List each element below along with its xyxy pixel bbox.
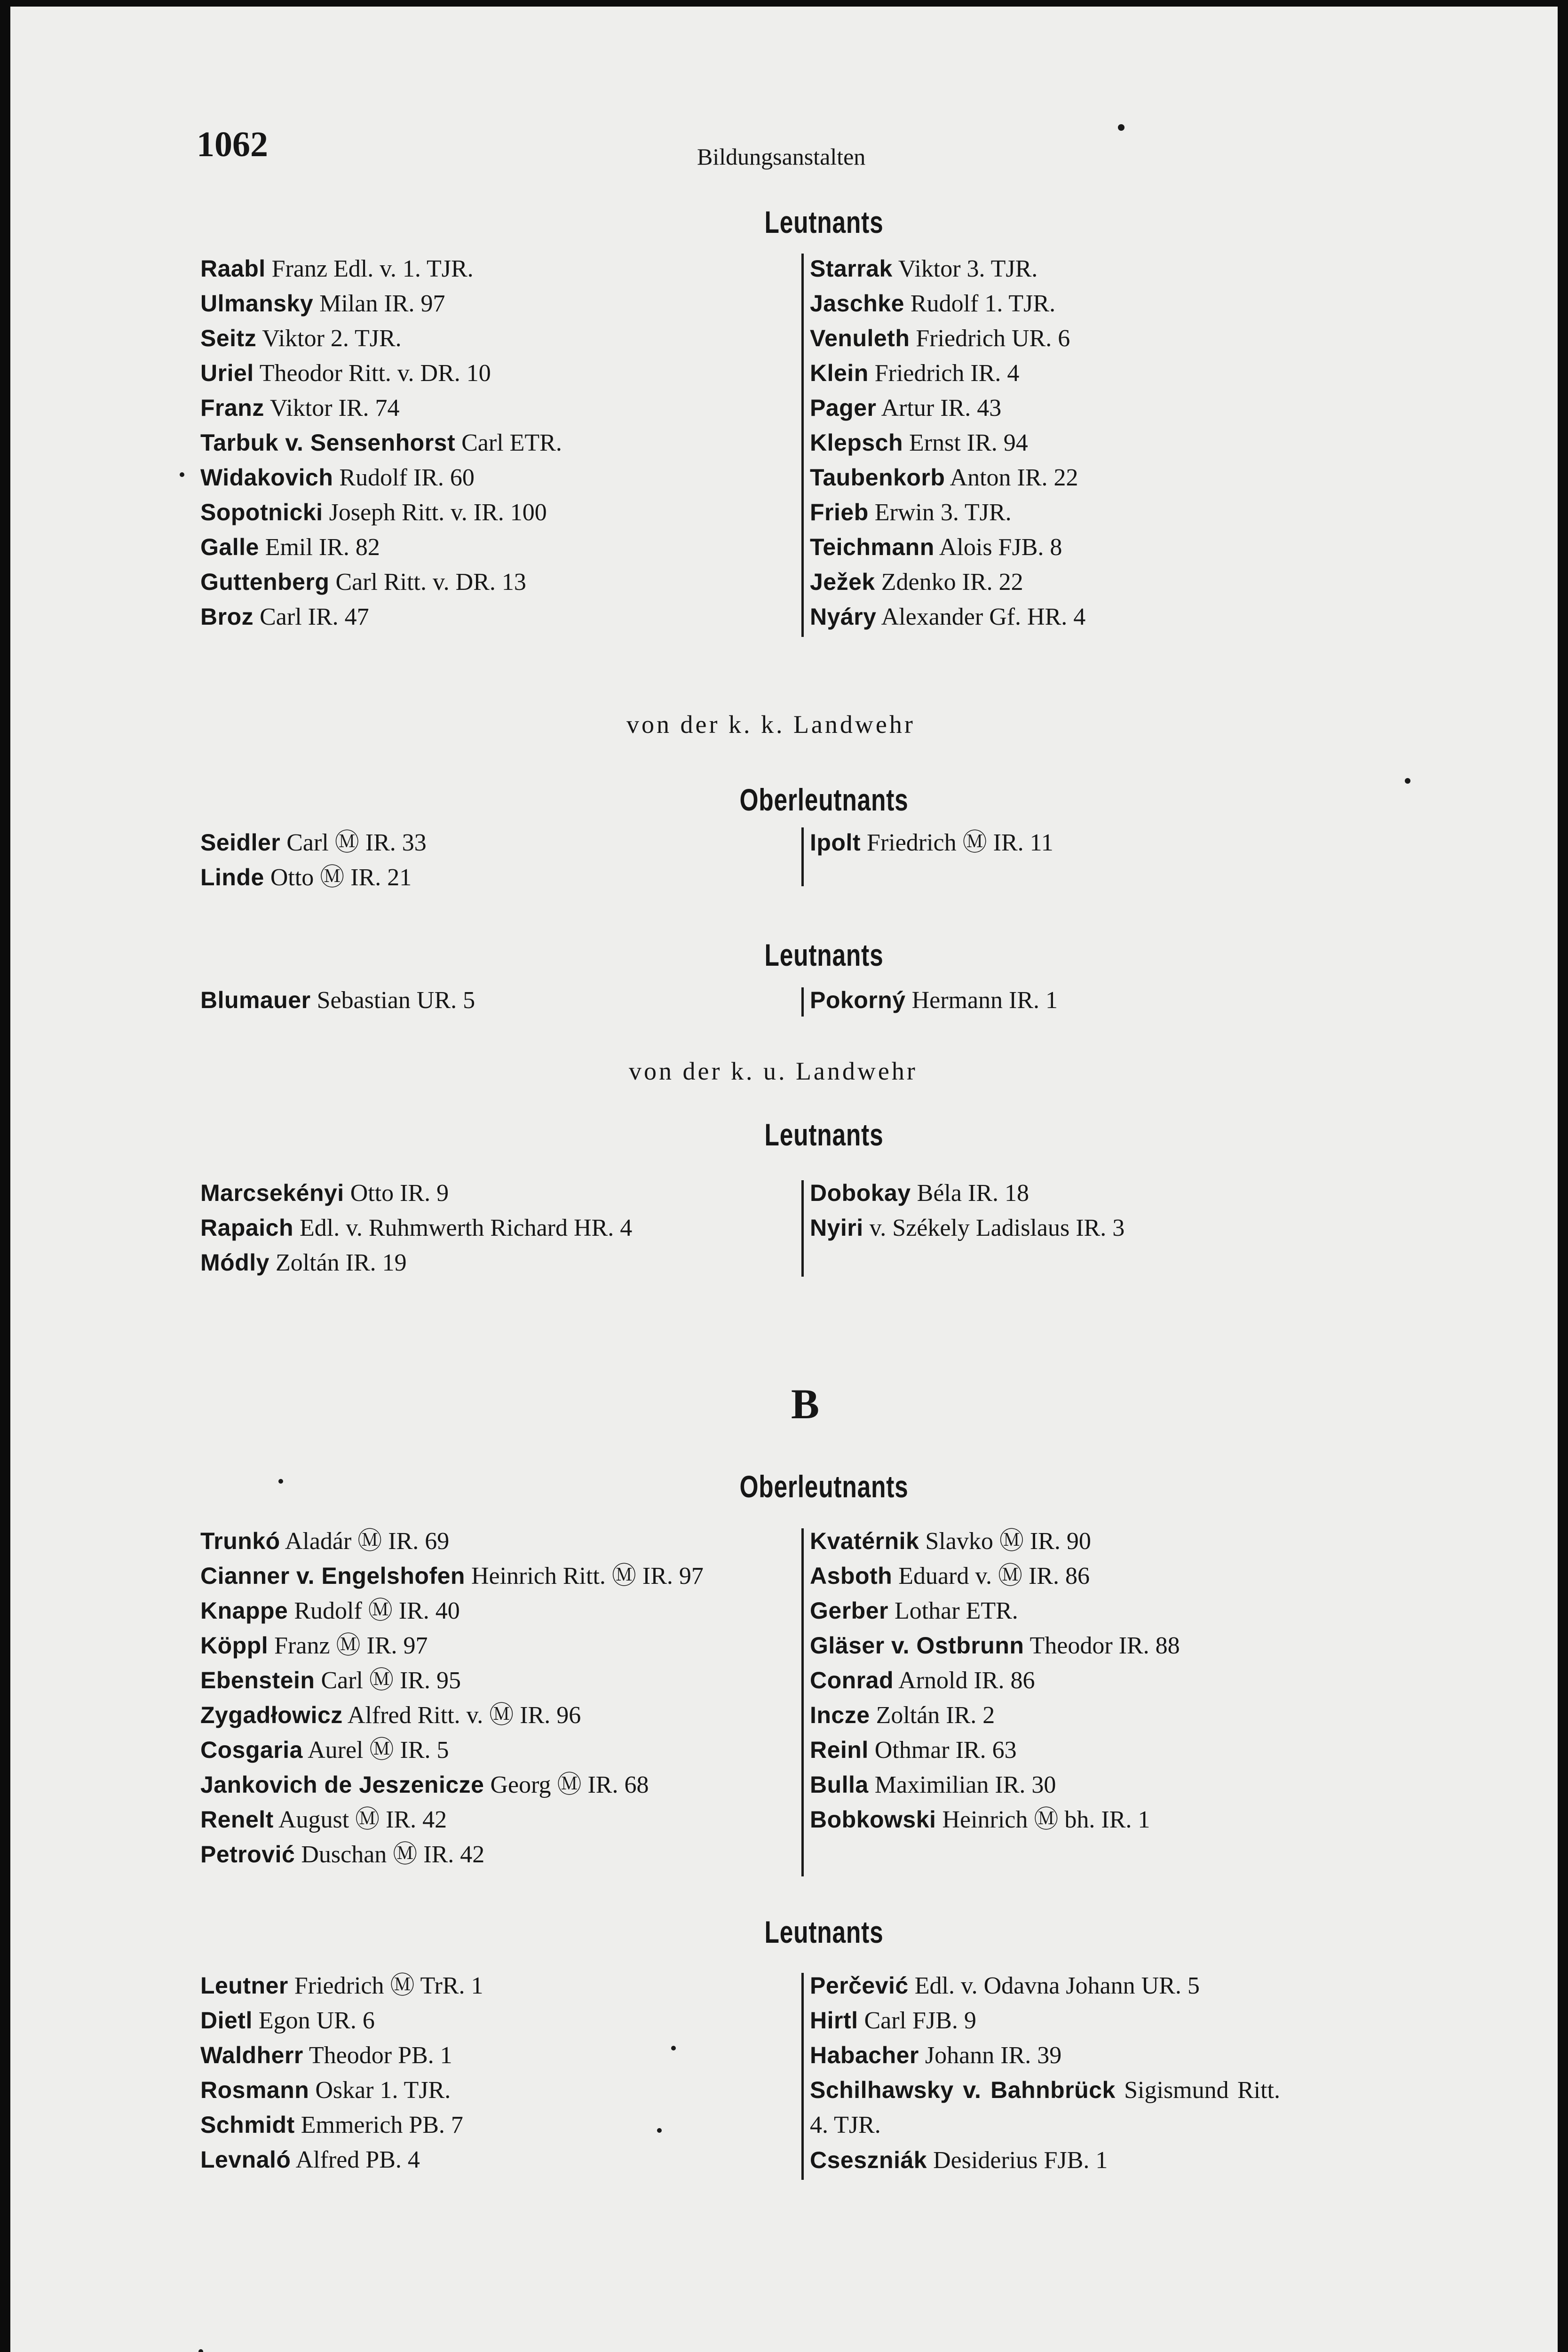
ink-speck — [198, 2349, 203, 2352]
document-page — [10, 7, 1558, 2352]
list-item: Cseszniák Desiderius FJB. 1 — [810, 2147, 1108, 2174]
list-item: Ježek Zdenko IR. 22 — [810, 569, 1023, 596]
list-item: Nyáry Alexander Gf. HR. 4 — [810, 604, 1086, 630]
section-heading: Leutnants — [764, 938, 884, 972]
list-item: Taubenkorb Anton IR. 22 — [810, 464, 1078, 491]
list-item: Jankovich de Jeszenicze Georg Ⓜ IR. 68 — [200, 1772, 649, 1798]
ink-speck — [278, 1479, 283, 1484]
list-item: Módly Zoltán IR. 19 — [200, 1249, 407, 1276]
ink-speck — [180, 472, 184, 477]
list-item: Zygadłowicz Alfred Ritt. v. Ⓜ IR. 96 — [200, 1702, 581, 1729]
ink-dot — [1118, 124, 1125, 131]
list-item: Bulla Maximilian IR. 30 — [810, 1772, 1056, 1798]
list-item: Marcsekényi Otto IR. 9 — [200, 1180, 449, 1207]
ink-speck — [1405, 778, 1410, 784]
list-item: Cianner v. Engelshofen Heinrich Ritt. Ⓜ IR. 97 — [200, 1563, 704, 1589]
list-item: Venuleth Friedrich UR. 6 — [810, 325, 1070, 352]
list-item: Leutner Friedrich Ⓜ TrR. 1 — [200, 1972, 483, 1999]
section-heading: Leutnants — [764, 205, 884, 239]
section-divider: von der k. u. Landwehr — [629, 1057, 918, 1085]
list-item: Cosgaria Aurel Ⓜ IR. 5 — [200, 1737, 449, 1764]
list-item: Bobkowski Heinrich Ⓜ bh. IR. 1 — [810, 1806, 1150, 1833]
list-item: Reinl Othmar IR. 63 — [810, 1737, 1017, 1764]
right-column — [810, 825, 1053, 860]
list-item: Seitz Viktor 2. TJR. — [200, 325, 402, 352]
list-item: Franz Viktor IR. 74 — [200, 395, 400, 421]
list-item: Waldherr Theodor PB. 1 — [200, 2042, 452, 2069]
list-item: Klein Friedrich IR. 4 — [810, 360, 1020, 387]
list-item: Galle Emil IR. 82 — [200, 534, 380, 561]
left-column — [200, 825, 427, 895]
right-column — [810, 1524, 1180, 1837]
list-item: Jaschke Rudolf 1. TJR. — [810, 290, 1056, 317]
list-item: Widakovich Rudolf IR. 60 — [200, 464, 475, 491]
list-item: Rosmann Oskar 1. TJR. — [200, 2077, 451, 2104]
list-item: Linde Otto Ⓜ IR. 21 — [200, 864, 412, 891]
list-item: Teichmann Alois FJB. 8 — [810, 534, 1062, 561]
column-rule — [801, 1973, 804, 2180]
list-item: Pokorný Hermann IR. 1 — [810, 987, 1058, 1014]
page-number: 1062 — [197, 125, 268, 164]
list-item: Conrad Arnold IR. 86 — [810, 1667, 1035, 1694]
left-column — [200, 1176, 632, 1280]
left-column — [200, 983, 475, 1017]
list-item: Trunkó Aladár Ⓜ IR. 69 — [200, 1528, 450, 1555]
running-title: Bildungsanstalten — [697, 143, 866, 170]
letter-heading: B — [791, 1381, 820, 1428]
list-item: Guttenberg Carl Ritt. v. DR. 13 — [200, 569, 526, 596]
list-item: Raabl Franz Edl. v. 1. TJR. — [200, 255, 474, 282]
list-item: Blumauer Sebastian UR. 5 — [200, 987, 475, 1014]
ink-speck — [671, 2046, 676, 2050]
right-column — [810, 251, 1085, 634]
right-column — [810, 983, 1058, 1017]
list-item: Knappe Rudolf Ⓜ IR. 40 — [200, 1597, 460, 1624]
list-item: Uriel Theodor Ritt. v. DR. 10 — [200, 360, 491, 387]
column-rule — [801, 827, 804, 886]
column-rule — [801, 1180, 804, 1277]
section-divider: von der k. k. Landwehr — [626, 710, 915, 739]
list-item: Rapaich Edl. v. Ruhmwerth Richard HR. 4 — [200, 1215, 633, 1241]
list-item: Tarbuk v. Sensenhorst Carl ETR. — [200, 429, 562, 456]
section-heading: Oberleutnants — [739, 1469, 909, 1504]
list-item: Köppl Franz Ⓜ IR. 97 — [200, 1632, 428, 1659]
list-item: Dietl Egon UR. 6 — [200, 2007, 375, 2034]
list-item: Klepsch Ernst IR. 94 — [810, 429, 1028, 456]
column-rule — [801, 1528, 804, 1876]
list-item: Incze Zoltán IR. 2 — [810, 1702, 995, 1729]
list-item: Kvatérnik Slavko Ⓜ IR. 90 — [810, 1528, 1091, 1555]
list-item: Asboth Eduard v. Ⓜ IR. 86 — [810, 1563, 1090, 1589]
list-item: Gläser v. Ostbrunn Theodor IR. 88 — [810, 1632, 1180, 1659]
list-item: Schilhawsky v. Bahnbrück Sigismund Ritt. 4. TJR. — [810, 2077, 1280, 2138]
list-item: Broz Carl IR. 47 — [200, 604, 369, 630]
section-heading: Leutnants — [764, 1117, 884, 1152]
list-item: Petrović Duschan Ⓜ IR. 42 — [200, 1841, 485, 1868]
list-item: Habacher Johann IR. 39 — [810, 2042, 1062, 2069]
list-item: Seidler Carl Ⓜ IR. 33 — [200, 829, 427, 856]
ink-speck — [657, 2128, 662, 2133]
list-item: Ebenstein Carl Ⓜ IR. 95 — [200, 1667, 461, 1694]
list-item: Starrak Viktor 3. TJR. — [810, 255, 1038, 282]
list-item: Nyiri v. Székely Ladislaus IR. 3 — [810, 1215, 1125, 1241]
list-item: Ipolt Friedrich Ⓜ IR. 11 — [810, 829, 1053, 856]
list-item: Levnaló Alfred PB. 4 — [200, 2146, 420, 2173]
list-item: Sopotnicki Joseph Ritt. v. IR. 100 — [200, 499, 547, 526]
list-item: Frieb Erwin 3. TJR. — [810, 499, 1012, 526]
list-item: Dobokay Béla IR. 18 — [810, 1180, 1029, 1207]
list-item: Ulmansky Milan IR. 97 — [200, 290, 445, 317]
list-item: Perčević Edl. v. Odavna Johann UR. 5 — [810, 1972, 1200, 1999]
list-item: Renelt August Ⓜ IR. 42 — [200, 1806, 447, 1833]
left-column — [200, 1968, 483, 2177]
list-item: Hirtl Carl FJB. 9 — [810, 2007, 976, 2034]
list-item: Pager Artur IR. 43 — [810, 395, 1002, 421]
section-heading: Oberleutnants — [739, 782, 909, 817]
column-rule — [801, 987, 804, 1017]
section-heading: Leutnants — [764, 1915, 884, 1949]
list-item: Schmidt Emmerich PB. 7 — [200, 2112, 463, 2138]
left-column — [200, 251, 562, 634]
column-rule — [801, 254, 804, 637]
right-column — [810, 1968, 1280, 2177]
right-column — [810, 1176, 1125, 1245]
list-item: Gerber Lothar ETR. — [810, 1597, 1018, 1624]
left-column — [200, 1524, 704, 1872]
